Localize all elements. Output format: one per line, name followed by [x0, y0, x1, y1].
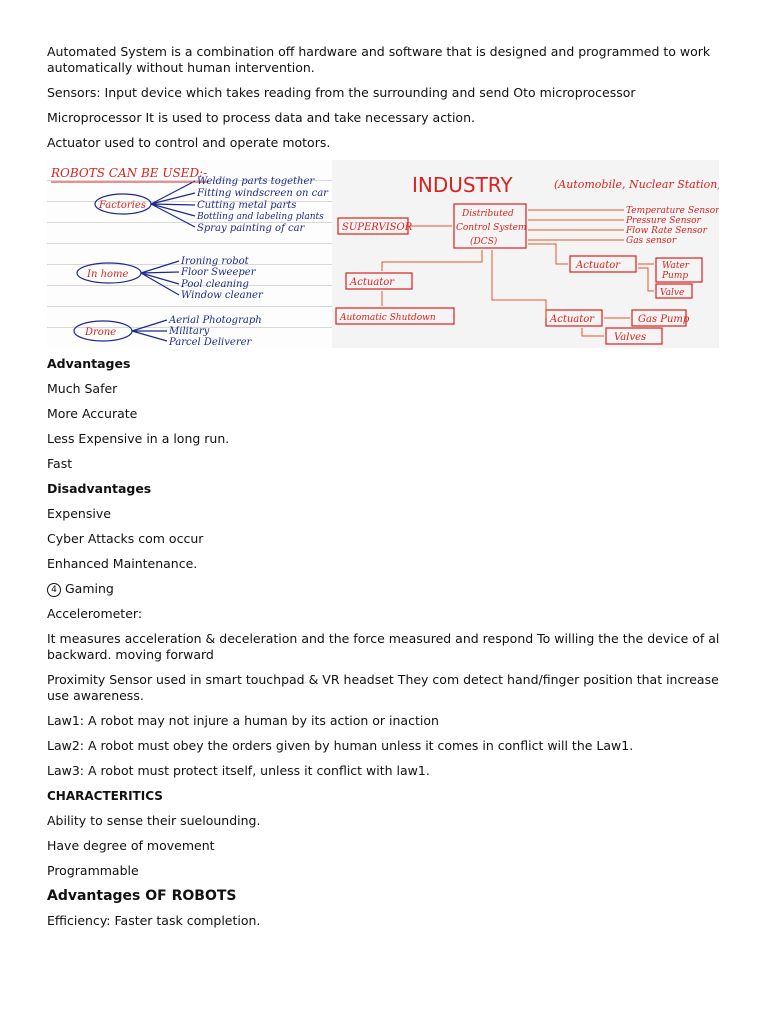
group-in-home: In home: [87, 269, 129, 280]
automatic-shutdown-box: Automatic Shutdown: [340, 313, 436, 323]
disadvantage-item: Cyber Attacks com occur: [47, 531, 204, 546]
circled-number-icon: 4: [47, 583, 61, 597]
group-drone: Drone: [85, 327, 117, 338]
industry-figure: [332, 160, 719, 348]
sensors-definition: Sensors: Input device which takes reading from the surrounding and send Oto microprocessor: [47, 85, 636, 100]
factory-item: Bottling and labeling plants: [197, 212, 324, 222]
actuator-left: Actuator: [350, 277, 395, 288]
sensor-label: Gas sensor: [626, 236, 677, 246]
industry-diagram: [332, 160, 719, 348]
sensor-label: Pressure Sensor: [626, 216, 701, 226]
drone-item: Military: [169, 326, 210, 337]
gas-pump-box: Gas Pump: [638, 314, 690, 325]
sensor-label: Flow Rate Sensor: [626, 226, 707, 236]
home-item: Pool cleaning: [181, 279, 249, 290]
group-factories: Factories: [99, 200, 146, 211]
industry-subtitle: (Automobile, Nuclear Station): [554, 178, 719, 191]
disadvantage-item: Expensive: [47, 506, 111, 521]
home-item: Ironing robot: [181, 256, 249, 267]
robots-uses-diagram: [47, 160, 332, 348]
home-item: Floor Sweeper: [181, 267, 256, 278]
drone-item: Parcel Deliverer: [169, 337, 252, 348]
characteristics-heading: CHARACTERITICS: [47, 789, 163, 803]
dcs-label: Distributed: [462, 209, 514, 219]
actuator-mid: Actuator: [576, 260, 621, 271]
law-2: Law2: A robot must obey the orders given by human unless it comes in conflict will the Law1.: [47, 738, 634, 753]
factory-item: Spray painting of car: [197, 223, 305, 234]
advantage-item: Less Expensive in a long run.: [47, 431, 230, 446]
actuator-bottom: Actuator: [550, 314, 595, 325]
gaming-item: [47, 581, 727, 597]
water-pump-label: Water: [662, 261, 690, 271]
industry-title: INDUSTRY: [412, 173, 513, 197]
advantage-item: Much Safer: [47, 381, 118, 396]
robots-uses-figure: [47, 160, 332, 348]
dcs-label: (DCS): [470, 237, 498, 247]
characteristic-item: Ability to sense their suelounding.: [47, 813, 261, 828]
advantage-item: More Accurate: [47, 406, 138, 421]
home-item: Window cleaner: [181, 290, 263, 301]
accelerometer-description: It measures acceleration & deceleration and the force measured and respond To willing the the device of al backward. moving forward: [47, 631, 720, 662]
advantage-item: Fast: [47, 456, 73, 471]
advantages-of-robots-heading: Advantages OF ROBOTS: [47, 888, 237, 904]
disadvantages-heading: Disadvantages: [47, 481, 152, 496]
accelerometer-heading: Accelerometer:: [47, 606, 143, 621]
characteristic-item: Have degree of movement: [47, 838, 215, 853]
factory-item: Welding parts together: [197, 176, 315, 187]
factory-item: Fitting windscreen on car: [197, 188, 328, 199]
proximity-sensor-description: Proximity Sensor used in smart touchpad & VR headset They com detect hand/finger position that increase use awareness.: [47, 672, 719, 703]
dcs-label: Control System: [456, 223, 527, 233]
law-1: Law1: A robot may not injure a human by its action or inaction: [47, 713, 439, 728]
drone-item: Aerial Photograph: [169, 315, 262, 326]
supervisor-box: SUPERVISOR: [342, 222, 413, 233]
advantages-of-robots-item: Efficiency: Faster task completion.: [47, 913, 261, 928]
robots-heading: ROBOTS CAN BE USED:-: [51, 165, 208, 180]
handwritten-figures: [47, 160, 719, 348]
document-page: [47, 44, 727, 938]
sensor-label: Temperature Sensor: [626, 206, 719, 216]
intro-paragraph: Automated System is a combination off hardware and software that is designed and programmed to work automatically without human intervention.: [47, 44, 711, 75]
law-3: Law3: A robot must protect itself, unless it conflict with law1.: [47, 763, 430, 778]
valves-box: Valves: [614, 332, 647, 343]
microprocessor-definition: Microprocessor It is used to process data and take necessary action.: [47, 110, 475, 125]
disadvantage-item: Enhanced Maintenance.: [47, 556, 198, 571]
actuator-definition: Actuator used to control and operate motors.: [47, 135, 331, 150]
gaming-label: Gaming: [65, 581, 114, 596]
characteristic-item: Programmable: [47, 863, 139, 878]
valve-box: Valve: [660, 288, 685, 298]
water-pump-label: Pump: [662, 271, 689, 281]
factory-item: Cutting metal parts: [197, 200, 297, 211]
advantages-heading: Advantages: [47, 356, 131, 371]
